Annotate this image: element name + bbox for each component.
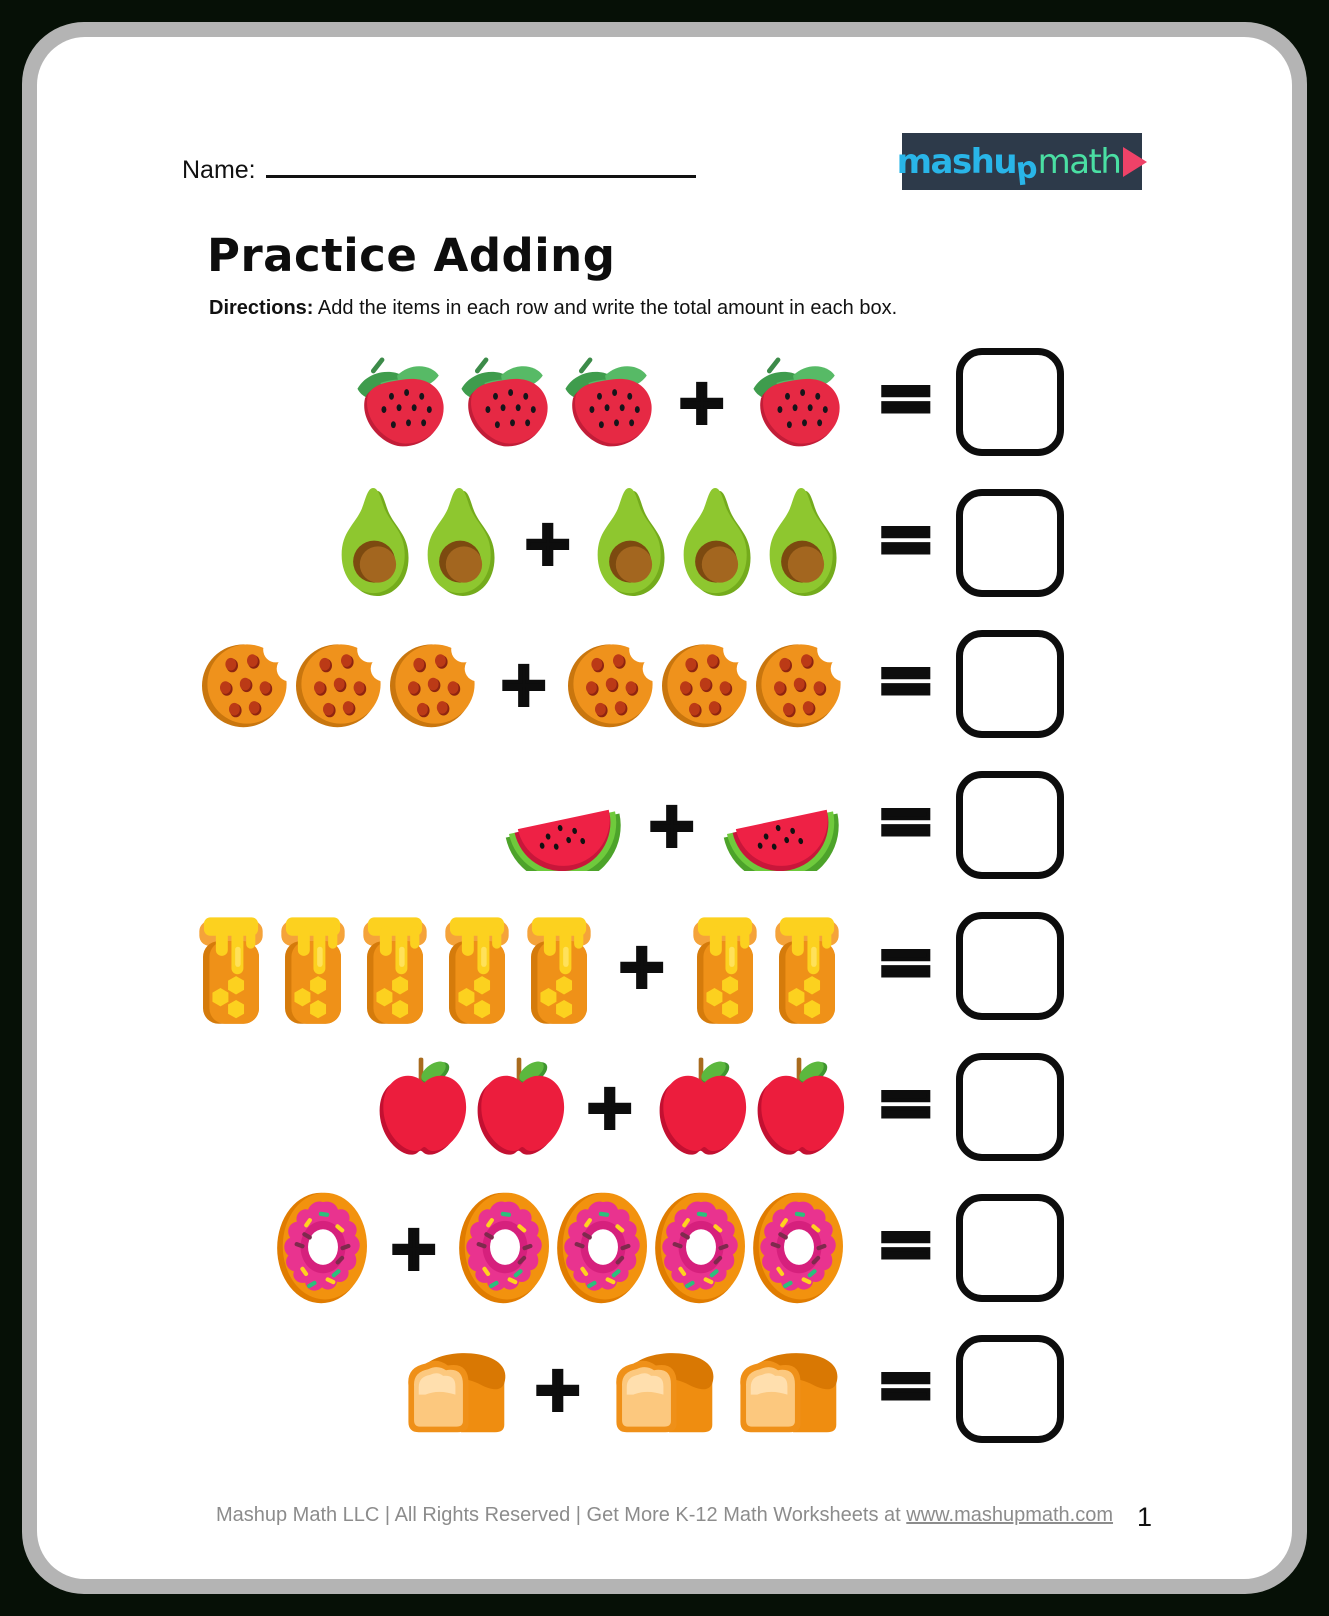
answer-box[interactable] bbox=[956, 1053, 1064, 1161]
addend-group-right bbox=[600, 1342, 848, 1436]
addend-group-left bbox=[274, 1189, 372, 1306]
cookie-icon bbox=[756, 639, 846, 729]
footer-text: Mashup Math LLC | All Rights Reserved | Get More K-12 Math Worksheets at bbox=[215, 1504, 901, 1526]
answer-box[interactable] bbox=[956, 1335, 1064, 1443]
equals-operator: = bbox=[875, 354, 936, 439]
worksheet-row bbox=[187, 754, 1064, 895]
avocado-icon bbox=[334, 485, 420, 600]
avocado-icon bbox=[590, 485, 676, 600]
donut-icon bbox=[752, 1189, 846, 1306]
plus-operator: + bbox=[675, 364, 728, 438]
answer-box[interactable] bbox=[956, 489, 1064, 597]
footer-link[interactable]: www.mashupmath.com bbox=[906, 1504, 1114, 1526]
addend-group-right bbox=[566, 639, 848, 729]
addend-group-right bbox=[744, 354, 848, 450]
equals-operator: = bbox=[875, 1341, 936, 1426]
worksheet-row bbox=[187, 1036, 1064, 1177]
worksheet-row bbox=[187, 1318, 1064, 1459]
logo-text-mashu: mashu bbox=[896, 141, 1017, 182]
answer-box[interactable] bbox=[956, 348, 1064, 456]
cookie-icon bbox=[568, 639, 658, 729]
answer-box[interactable] bbox=[956, 912, 1064, 1020]
equals-operator: = bbox=[875, 777, 936, 862]
donut-icon bbox=[654, 1189, 748, 1306]
addend-group-left bbox=[200, 639, 482, 729]
apple-icon bbox=[652, 1053, 750, 1160]
donut-icon bbox=[556, 1189, 650, 1306]
donut-icon bbox=[458, 1189, 552, 1306]
strawberry-icon bbox=[556, 354, 660, 450]
directions bbox=[209, 297, 897, 320]
plus-operator: + bbox=[531, 1351, 584, 1425]
answer-box[interactable] bbox=[956, 771, 1064, 879]
cookie-icon bbox=[662, 639, 752, 729]
worksheet-row bbox=[187, 613, 1064, 754]
equals-operator: = bbox=[875, 1200, 936, 1285]
equals-operator: = bbox=[875, 495, 936, 580]
addend-group-right bbox=[652, 1053, 848, 1160]
bread-icon bbox=[727, 1342, 845, 1436]
honey-jar-icon bbox=[686, 906, 764, 1026]
name-input-line[interactable] bbox=[266, 153, 696, 178]
equals-operator: = bbox=[875, 918, 936, 1003]
strawberry-icon bbox=[744, 354, 848, 450]
honey-jar-icon bbox=[438, 906, 516, 1026]
cookie-icon bbox=[296, 639, 386, 729]
cookie-icon bbox=[202, 639, 292, 729]
avocado-icon bbox=[762, 485, 848, 600]
footer bbox=[37, 1504, 1292, 1527]
addend-group-right bbox=[714, 779, 848, 871]
page-number: 1 bbox=[1136, 1502, 1152, 1532]
watermelon-icon bbox=[718, 779, 844, 871]
logo bbox=[896, 133, 1142, 190]
watermelon-icon bbox=[500, 779, 626, 871]
plus-operator: + bbox=[497, 646, 550, 720]
logo-play-triangle-icon bbox=[1123, 147, 1147, 177]
addend-group-right bbox=[684, 906, 848, 1026]
equals-operator: = bbox=[875, 636, 936, 721]
addend-group-left bbox=[348, 354, 660, 450]
name-label: Name: bbox=[182, 156, 256, 184]
bread-icon bbox=[395, 1342, 513, 1436]
page-frame bbox=[22, 22, 1307, 1594]
worksheet-row bbox=[187, 331, 1064, 472]
plus-operator: + bbox=[615, 928, 668, 1002]
logo-text-math: math bbox=[1037, 141, 1121, 182]
addend-group-left bbox=[334, 485, 506, 600]
honey-jar-icon bbox=[356, 906, 434, 1026]
header bbox=[182, 133, 1142, 190]
avocado-icon bbox=[420, 485, 506, 600]
plus-operator: + bbox=[387, 1210, 440, 1284]
worksheet-row bbox=[187, 895, 1064, 1036]
addend-group-right bbox=[456, 1189, 848, 1306]
bread-icon bbox=[603, 1342, 721, 1436]
worksheet-rows bbox=[187, 331, 1064, 1459]
honey-jar-icon bbox=[274, 906, 352, 1026]
worksheet-page bbox=[37, 37, 1292, 1579]
plus-operator: + bbox=[645, 787, 698, 861]
worksheet-row bbox=[187, 472, 1064, 613]
apple-icon bbox=[372, 1053, 470, 1160]
logo-text-p: p bbox=[1014, 149, 1040, 187]
page-title: Practice Adding bbox=[207, 229, 616, 282]
donut-icon bbox=[276, 1189, 370, 1306]
answer-box[interactable] bbox=[956, 1194, 1064, 1302]
directions-label: Directions: bbox=[209, 297, 314, 319]
equals-operator: = bbox=[875, 1059, 936, 1144]
cookie-icon bbox=[390, 639, 480, 729]
worksheet-row bbox=[187, 1177, 1064, 1318]
addend-group-left bbox=[496, 779, 630, 871]
plus-operator: + bbox=[521, 505, 574, 579]
directions-text: Add the items in each row and write the total amount in each box. bbox=[317, 297, 898, 319]
addend-group-left bbox=[372, 1053, 568, 1160]
honey-jar-icon bbox=[768, 906, 846, 1026]
strawberry-icon bbox=[452, 354, 556, 450]
avocado-icon bbox=[676, 485, 762, 600]
addend-group-left bbox=[392, 1342, 516, 1436]
honey-jar-icon bbox=[192, 906, 270, 1026]
plus-operator: + bbox=[583, 1069, 636, 1143]
answer-box[interactable] bbox=[956, 630, 1064, 738]
apple-icon bbox=[470, 1053, 568, 1160]
addend-group-right bbox=[590, 485, 848, 600]
apple-icon bbox=[750, 1053, 848, 1160]
addend-group-left bbox=[190, 906, 600, 1026]
name-row bbox=[182, 133, 696, 185]
honey-jar-icon bbox=[520, 906, 598, 1026]
strawberry-icon bbox=[348, 354, 452, 450]
